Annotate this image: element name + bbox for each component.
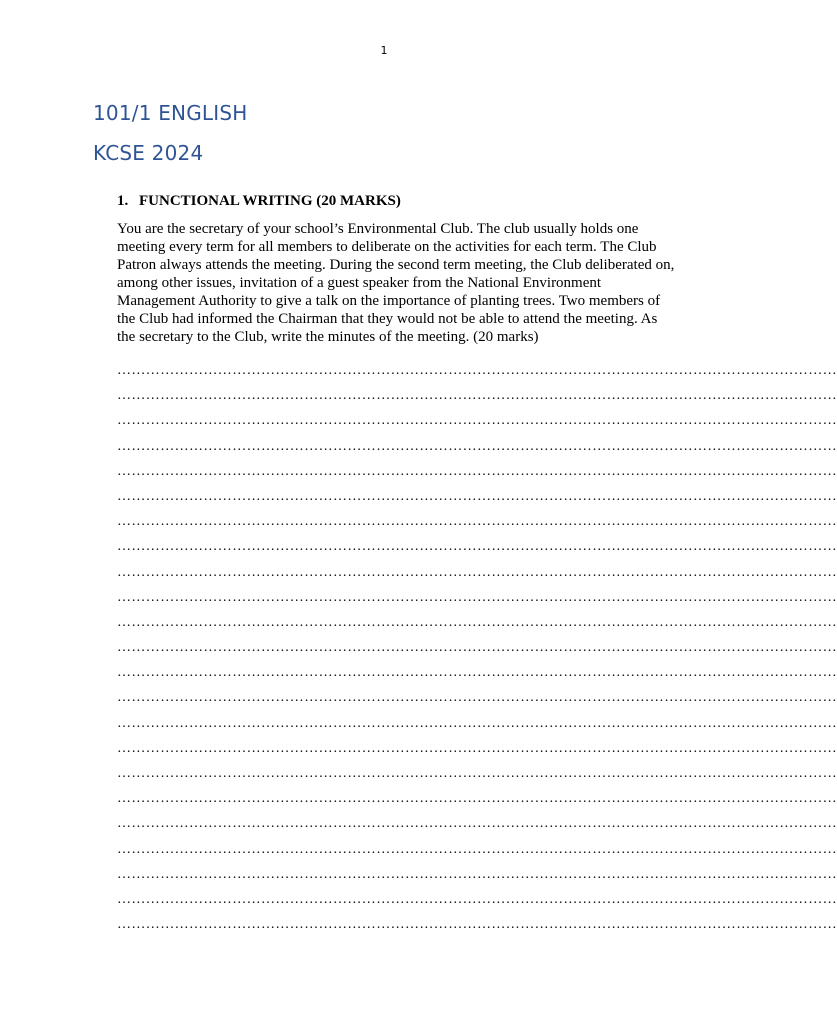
question-title-text: FUNCTIONAL WRITING (20 MARKS) (139, 193, 401, 209)
answer-line: …………………………………………………………………………………………………………………………………… (117, 715, 837, 731)
question-title (117, 193, 401, 210)
answer-line: …………………………………………………………………………………………………………………………………… (117, 841, 837, 857)
answer-line: …………………………………………………………………………………………………………………………………… (117, 463, 837, 479)
exam-heading: KCSE 2024 (93, 141, 204, 165)
page-number: 1 (380, 44, 388, 57)
answer-line: …………………………………………………………………………………………………………………………………… (117, 363, 837, 378)
answer-line: …………………………………………………………………………………………………………………………………… (117, 514, 837, 530)
answer-line: …………………………………………………………………………………………………………………………………… (117, 640, 837, 656)
answer-line: …………………………………………………………………………………………………………………………………… (117, 665, 837, 681)
answer-line: …………………………………………………………………………………………………………………………………… (117, 690, 837, 706)
answer-line: …………………………………………………………………………………………………………………………………… (117, 564, 837, 580)
answer-line: …………………………………………………………………………………………………………………………………… (117, 488, 837, 504)
answer-line: …………………………………………………………………………………………………………………………………… (117, 816, 837, 832)
question-body: You are the secretary of your school’s Environmental Club. The club usually holds one meeting every term for all members to deliberate on the activities for each term. The Club Patron always attends the meeting. During the second term meeting, the Club deliberated on, among other issues, invitation of a guest speaker from the National Environment Management Authority to give a talk on the importance of planting trees. Two members of the Club had informed the Chairman that they would not be able to attend the meeting. As the secretary to the Club, write the minutes of the meeting. (20 marks) (117, 221, 675, 345)
answer-line: …………………………………………………………………………………………………………………………………… (117, 766, 837, 781)
answer-line: …………………………………………………………………………………………………………………………………… (117, 539, 837, 555)
answer-line: …………………………………………………………………………………………………………………………………… (117, 614, 837, 630)
answer-line: …………………………………………………………………………………………………………………………………… (117, 438, 837, 454)
answer-line: …………………………………………………………………………………………………………………………………… (117, 866, 837, 882)
answer-line: …………………………………………………………………………………………………………………………………… (117, 413, 837, 429)
answer-line: …………………………………………………………………………………………………………………………………… (117, 791, 837, 807)
answer-line: …………………………………………………………………………………………………………………………………… (117, 388, 837, 404)
answer-lines (117, 358, 837, 938)
answer-line: …………………………………………………………………………………………………………………………………… (117, 917, 837, 933)
answer-line: …………………………………………………………………………………………………………………………………… (117, 740, 837, 756)
answer-line: …………………………………………………………………………………………………………………………………… (117, 891, 837, 907)
question-number: 1. (117, 193, 129, 209)
paper-heading: 101/1 ENGLISH (93, 101, 248, 125)
answer-line: …………………………………………………………………………………………………………………………………… (117, 589, 837, 605)
